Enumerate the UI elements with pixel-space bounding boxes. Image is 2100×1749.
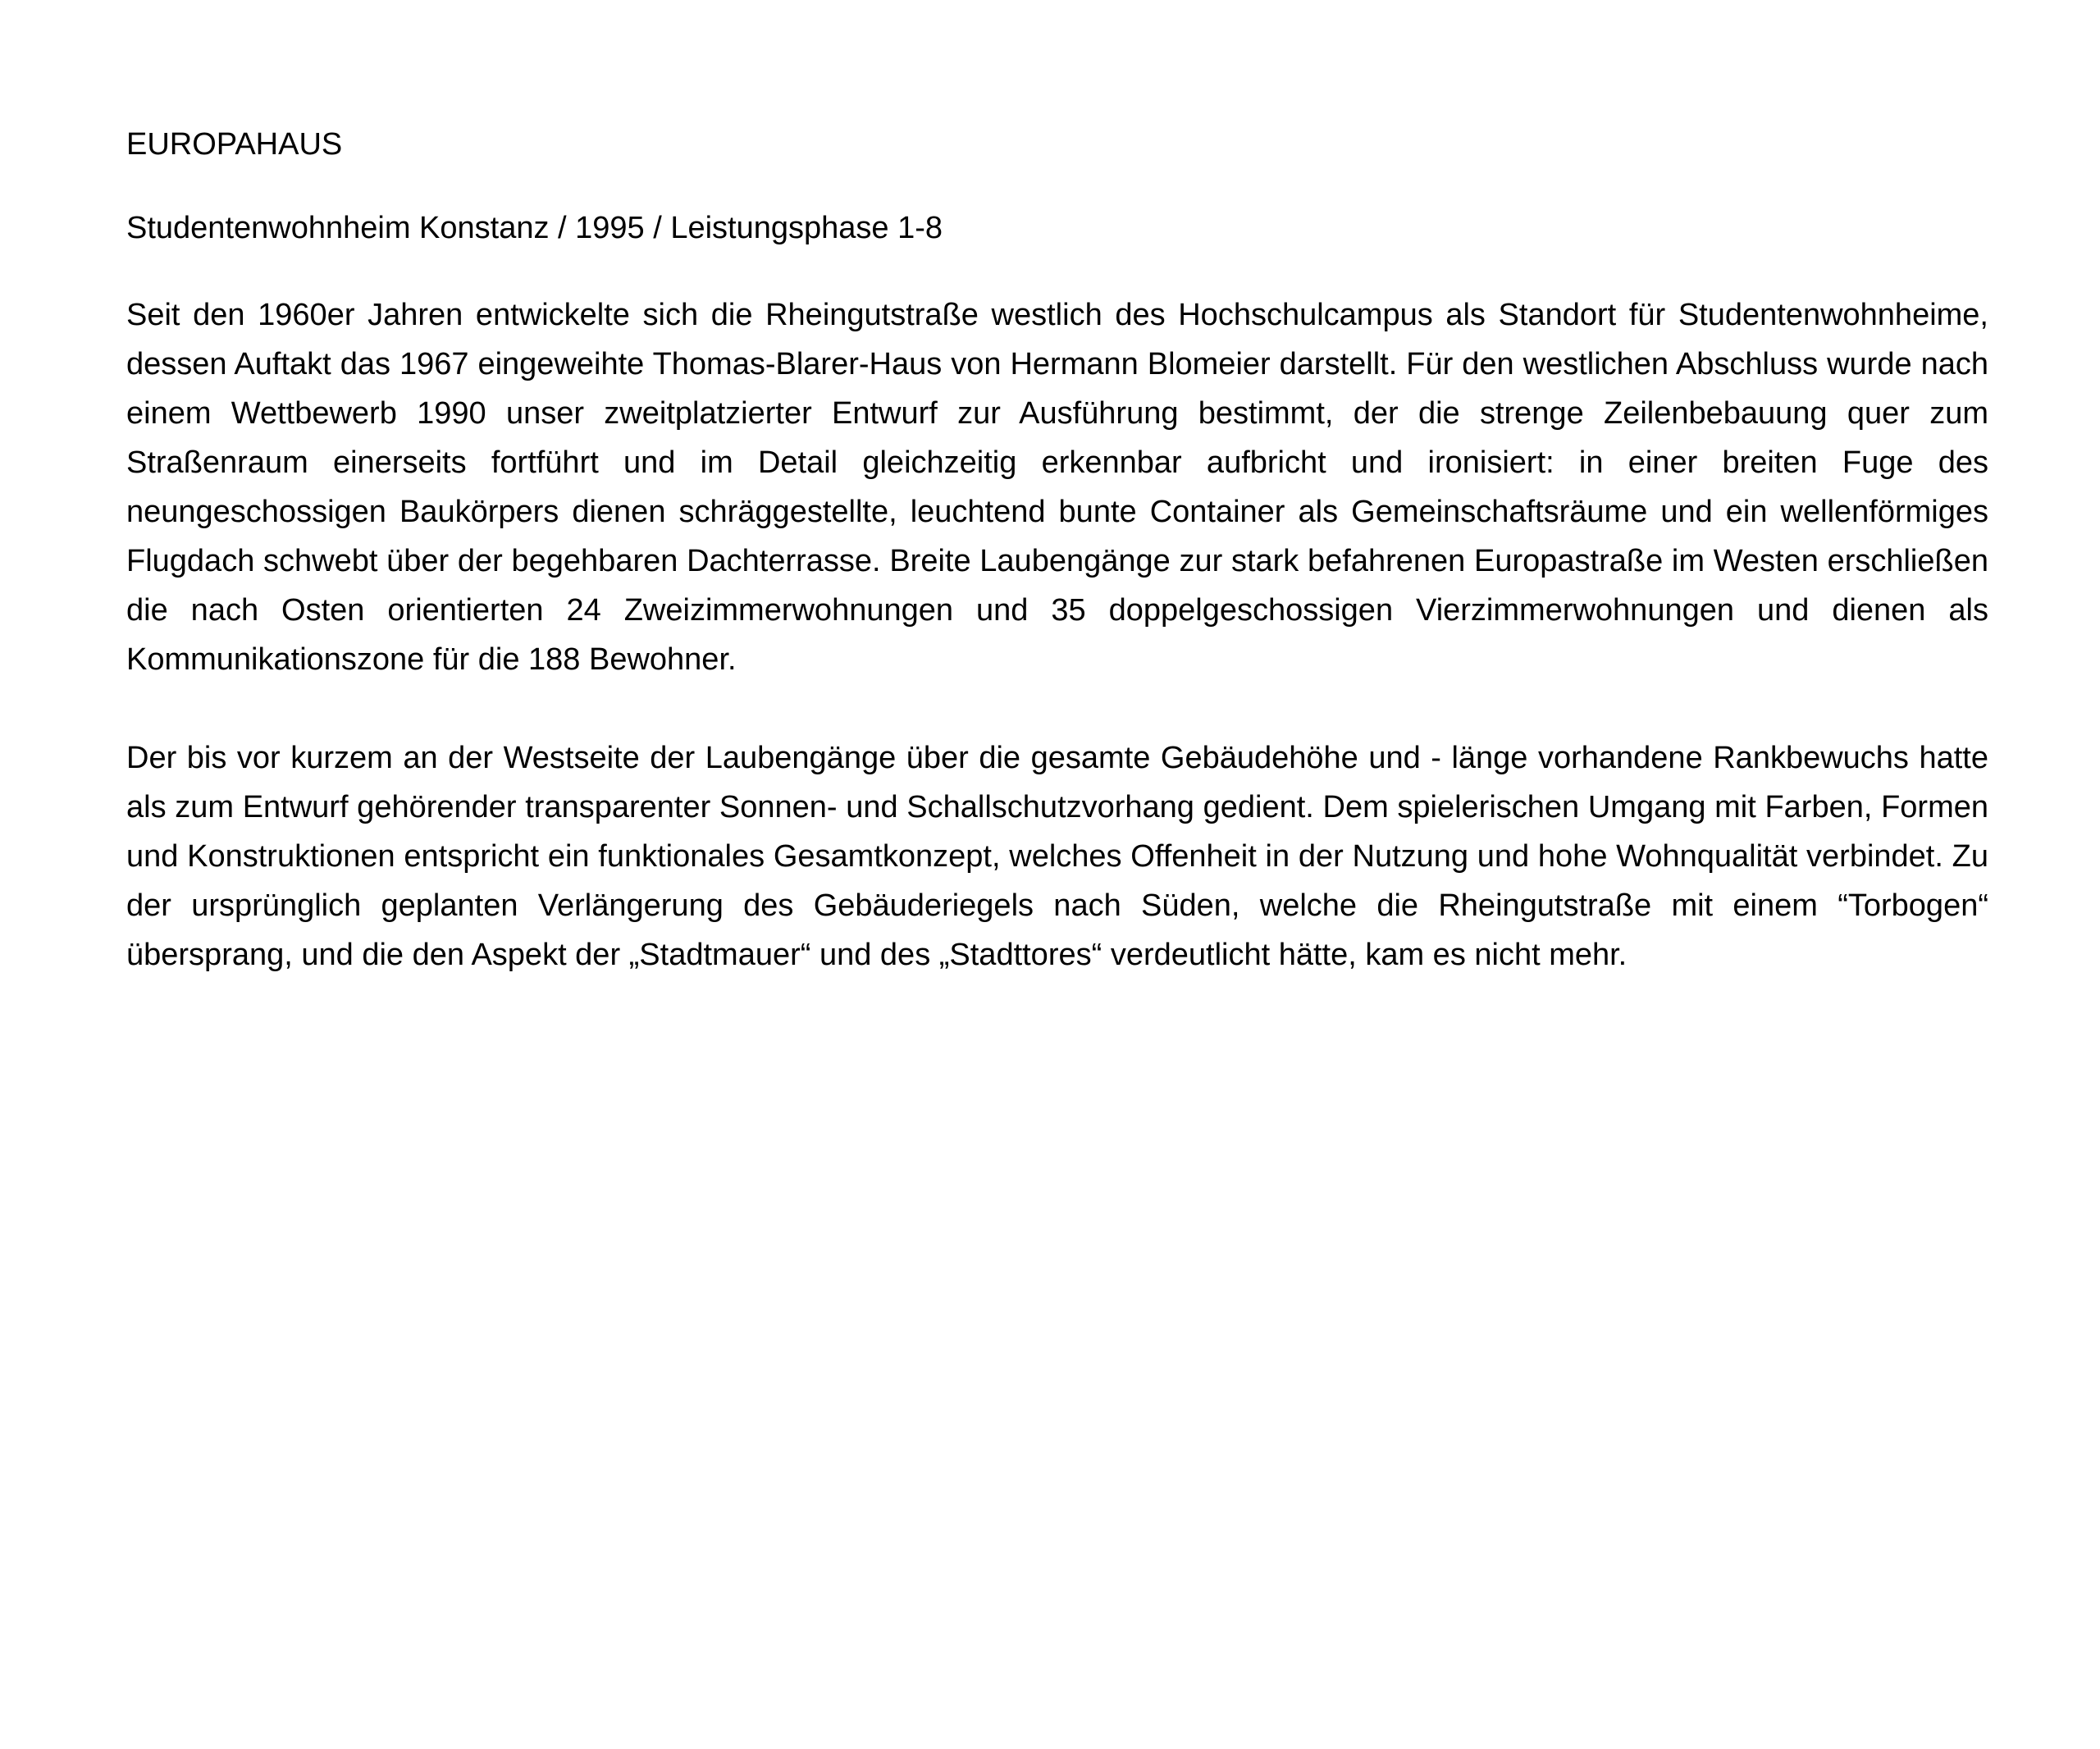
- document-subtitle: Studentenwohnheim Konstanz / 1995 / Leistungsphase 1-8: [126, 211, 943, 245]
- body-paragraph-1: Seit den 1960er Jahren entwickelte sich die Rheingutstraße westlich des Hochschulcampus als Standort für Studentenwohnheime, dessen Auftakt das 1967 eingeweihte Thomas-Blarer-Haus von Hermann Blomeier darstellt. Für den westlichen Abschluss wurde nach einem Wettbewerb 1990 unser zweitplatzierter Entwurf zur Ausführung bestimmt, der die strenge Zeilenbebauung quer zum Straßenraum einerseits fortführt und im Detail gleichzeitig erkennbar aufbricht und ironisiert: in einer breiten Fuge des neungeschossigen Baukörpers dienen schräggestellte, leuchtend bunte Container als Gemeinschaftsräume und ein wellenförmiges Flugdach schwebt über der begehbaren Dachterrasse. Breite Laubengänge zur stark befahrenen Europastraße im Westen erschließen die nach Osten orientierten 24 Zweizimmerwohnungen und 35 doppelgeschossigen Vierzimmerwohnungen und dienen als Kommunikationszone für die 188 Bewohner.: [126, 298, 1988, 677]
- document-title: EUROPAHAUS: [126, 127, 343, 162]
- body-paragraph-2: Der bis vor kurzem an der Westseite der Laubengänge über die gesamte Gebäudehöhe und - länge vorhandene Rankbewuchs hatte als zum Entwurf gehörender transparenter Sonnen- und Schallschutzvorhang gedient. Dem spielerischen Umgang mit Farben, Formen und Konstruktionen entspricht ein funktionales Gesamtkonzept, welches Offenheit in der Nutzung und hohe Wohnqualität verbindet. Zu der ursprünglich geplanten Verlängerung des Gebäuderiegels nach Süden, welche die Rheingutstraße mit einem “Torbogen“ übersprang, und die den Aspekt der „Stadtmauer“ und des „Stadttores“ verdeutlicht hätte, kam es nicht mehr.: [126, 741, 1988, 972]
- document-page: [126, 123, 1988, 980]
